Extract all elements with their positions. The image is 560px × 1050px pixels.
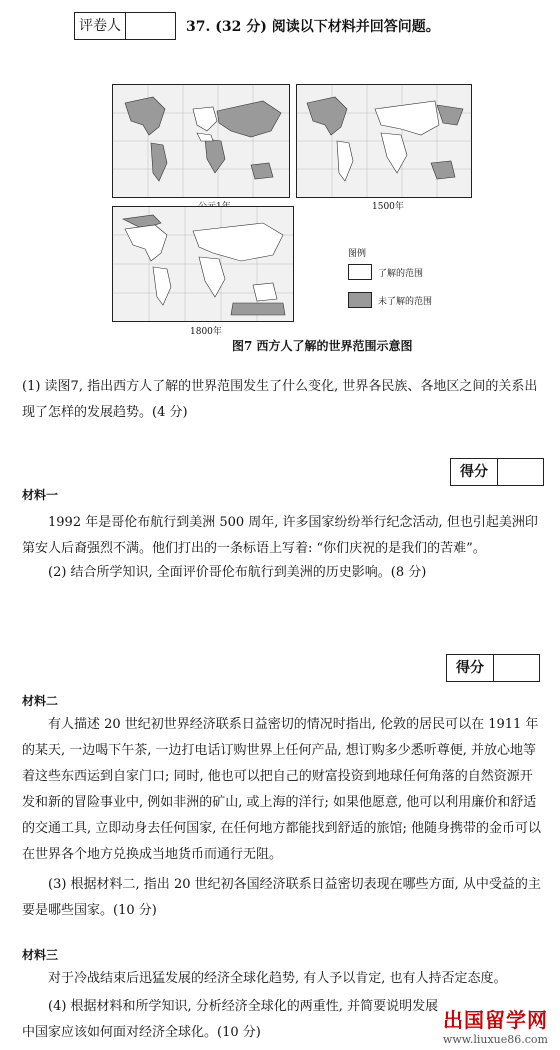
watermark-name: 出国留学网 [443,1008,548,1032]
legend-unknown-swatch [348,292,372,308]
question-heading: 37. (32 分) 阅读以下材料并回答问题。 [186,19,440,35]
score-box-1 [450,458,544,486]
score-label-1: 得分 [451,459,498,485]
map-year-1-graphic [113,85,289,197]
score-box-2 [446,654,540,682]
grader-blank [126,13,175,39]
grader-box [74,12,176,40]
watermark [443,1004,548,1046]
question-3: (3) 根据材料二, 指出 20 世纪初各国经济联系日益密切表现在哪些方面, 从中受益的主要是哪些国家。(10 分) [22,877,541,918]
figure-title: 图7 西方人了解的世界范围示意图 [232,339,413,353]
question-1: (1) 读图7, 指出西方人了解的世界范围发生了什么变化, 世界各民族、各地区之间的关系出现了怎样的发展趋势。(4 分) [22,379,538,420]
map-year-1500-graphic [297,85,471,197]
score-blank-1 [498,459,543,485]
map-year-1800-graphic [113,207,293,321]
map-year-1800 [112,206,294,322]
score-label-2: 得分 [447,655,494,681]
legend-known-swatch [348,264,372,280]
material-2-title: 材料二 [22,694,59,708]
legend-title: 图例 [348,249,367,259]
legend-unknown-label: 未了解的范围 [378,297,433,307]
watermark-url: www.liuxue86.com [442,1033,548,1046]
question-2: (2) 结合所学知识, 全面评价哥伦布航行到美洲的历史影响。(8 分) [48,565,427,580]
material-1-text: 1992 年是哥伦布航行到美洲 500 周年, 许多国家纷纷举行纪念活动, 但也引起美洲印第安人后裔强烈不满。他们打出的一条标语上写着: “你们庆祝的是我们的苦难”。 [22,515,538,556]
map-year-1800-caption: 1800年 [190,327,222,337]
map-year-1500 [296,84,472,198]
legend-known-label: 了解的范围 [378,269,424,279]
grader-label: 评卷人 [75,13,126,39]
material-3-title: 材料三 [22,948,59,962]
score-blank-2 [494,655,539,681]
question-4: (4) 根据材料和所学知识, 分析经济全球化的两重性, 并简要说明发展中国家应该如何面对经济全球化。(10 分) [22,999,439,1040]
material-1-title: 材料一 [22,488,59,502]
material-3-text: 对于冷战结束后迅猛发展的经济全球化趋势, 有人予以肯定, 也有人持否定态度。 [48,971,507,986]
map-year-1500-caption: 1500年 [372,202,404,212]
material-2-text: 有人描述 20 世纪初世界经济联系日益密切的情况时指出, 伦敦的居民可以在 1911 年的某天, 一边喝下午茶, 一边打电话订购世界上任何产品, 想订购多少悉听尊便, 并放心地等着这些东西运到自家门口; 同时, 他也可以把自己的财富投资到地球任何角落的自然资源开发和新的冒险事业中, 例如非洲的矿山, 或上海的洋行; 如果他愿意, 他可以利用廉价和舒适的交通工具, 立即动身去任何国家, 在任何地方都能找到舒适的旅馆; 他随身携带的金币可以在世界各个地方兑换成当地货币而通行无阻。 [22,717,542,862]
map-year-1 [112,84,290,198]
